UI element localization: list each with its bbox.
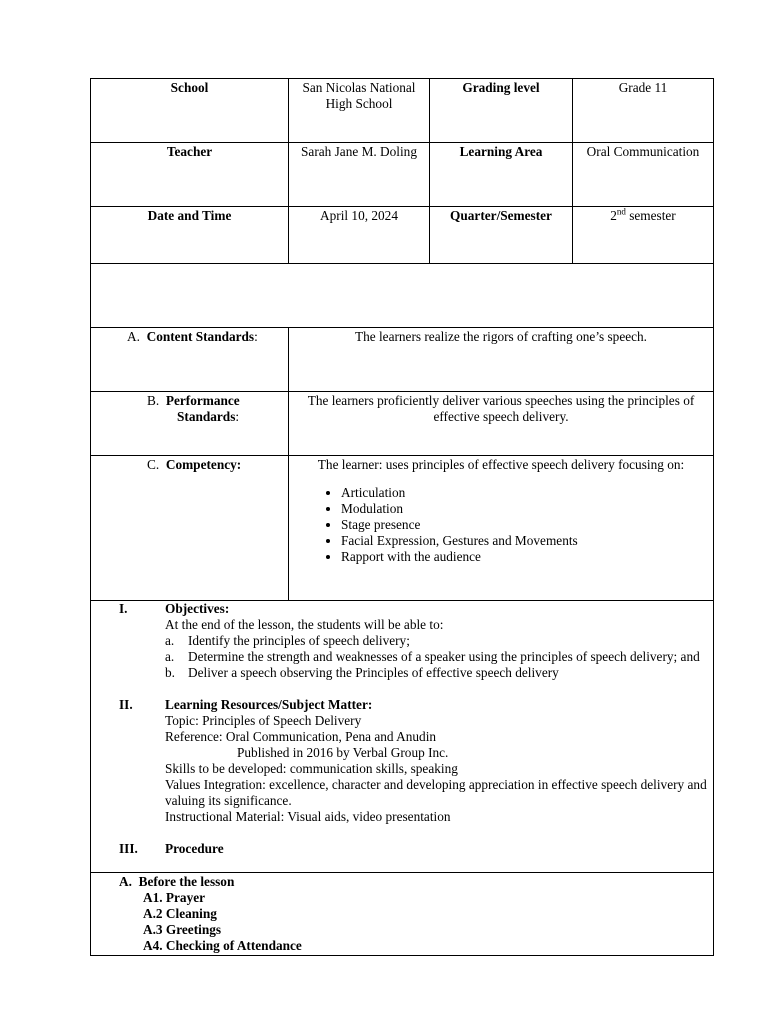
date-time-value: April 10, 2024 (289, 207, 430, 264)
list-item: a. Identify the principles of speech delivery; (165, 633, 410, 648)
blank-row (91, 264, 714, 328)
performance-standards-row (91, 392, 714, 456)
body-row (91, 601, 714, 873)
school-value: San Nicolas National High School (289, 79, 430, 143)
performance-standards-text: The learners proficiently deliver various speeches using the principles of effective speech delivery. (289, 392, 714, 456)
teacher-label: Teacher (91, 143, 289, 207)
lesson-plan-table (90, 78, 714, 956)
before-lesson-title: A. Before the lesson (119, 874, 235, 889)
before-lesson-cell (91, 873, 714, 956)
procedure-title: Procedure (165, 841, 224, 856)
school-row (91, 79, 714, 143)
list-item: A.2 Cleaning (143, 906, 217, 921)
list-item: b. Deliver a speech observing the Principles of effective speech delivery (165, 665, 559, 680)
resources-reference: Reference: Oral Communication, Pena and Anudin (165, 729, 437, 744)
list-item: A.3 Greetings (143, 922, 222, 937)
competency-cell (289, 456, 714, 601)
resources-material: Instructional Material: Visual aids, video presentation (165, 809, 451, 824)
list-item: • Rapport with the audience (341, 549, 709, 565)
quarter-semester-label: Quarter/Semester (430, 207, 573, 264)
date-row (91, 207, 714, 264)
resources-skills: Skills to be developed: communication skills, speaking (165, 761, 458, 776)
resources-published: Published in 2016 by Verbal Group Inc. (237, 745, 449, 760)
procedure-numeral: III. (119, 841, 138, 856)
performance-standards-label: B. Performance Standards: (91, 392, 289, 456)
teacher-value: Sarah Jane M. Doling (289, 143, 430, 207)
resources-title: Learning Resources/Subject Matter: (165, 697, 373, 712)
teacher-row (91, 143, 714, 207)
objectives-title: Objectives: (165, 601, 230, 616)
competency-list (293, 485, 709, 565)
school-label: School (91, 79, 289, 143)
resources-section (91, 697, 709, 825)
procedure-section (91, 841, 709, 857)
content-standards-row (91, 328, 714, 392)
competency-label: C. Competency: (91, 456, 289, 601)
list-item: • Modulation (341, 501, 709, 517)
competency-text: The learner: uses principles of effective speech delivery focusing on: (317, 457, 685, 472)
learning-area-label: Learning Area (430, 143, 573, 207)
objectives-numeral: I. (119, 601, 128, 616)
content-standards-label: A. Content Standards: (91, 328, 289, 392)
list-item: A1. Prayer (143, 890, 206, 905)
date-time-label: Date and Time (91, 207, 289, 264)
quarter-semester-value: 2nd semester (573, 207, 714, 264)
grading-level-label: Grading level (430, 79, 573, 143)
objectives-list (165, 633, 709, 681)
list-item: • Stage presence (341, 517, 709, 533)
list-item: • Articulation (341, 485, 709, 501)
list-item: A4. Checking of Attendance (143, 938, 302, 953)
objectives-section (91, 601, 709, 681)
before-lesson-row (91, 873, 714, 956)
resources-topic: Topic: Principles of Speech Delivery (165, 713, 362, 728)
grading-level-value: Grade 11 (573, 79, 714, 143)
list-item: a. Determine the strength and weaknesses of a speaker using the principles of speech delivery; and (165, 649, 700, 664)
resources-values: Values Integration: excellence, character and developing appreciation in effective speech delivery and valuing its significance. (165, 777, 707, 808)
list-item: • Facial Expression, Gestures and Movements (341, 533, 709, 549)
competency-row (91, 456, 714, 601)
content-standards-text: The learners realize the rigors of crafting one’s speech. (289, 328, 714, 392)
resources-numeral: II. (119, 697, 133, 712)
learning-area-value: Oral Communication (573, 143, 714, 207)
objectives-intro: At the end of the lesson, the students will be able to: (165, 617, 444, 632)
